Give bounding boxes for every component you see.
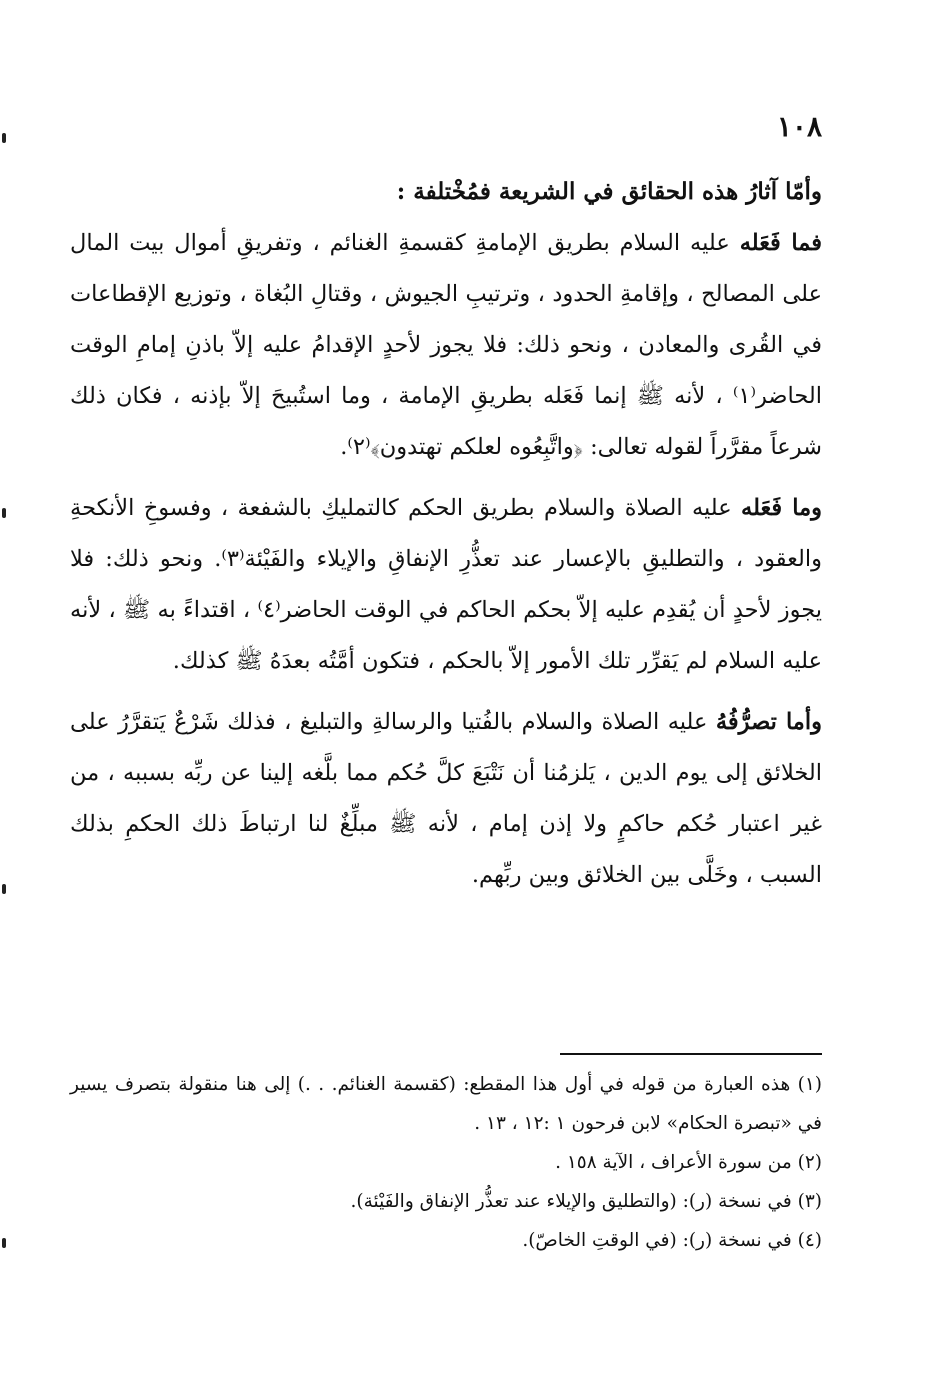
paragraph-text: عليه الصلاة والسلام بطريق الحكم كالتمليكِ بالشفعة ، وفسوخِ الأنكحةِ والعقود ، والتطليقِ بالإعسار عند تعذُّرِ الإنفاقِ والإيلاء والفَيْئة⁽٣⁾. ونحو ذلك: فلا يجوز لأحدٍ أن يُقدِم عليه إلاّ بحكم الحاكم في الوقت الحاضر⁽٤⁾ ، اقتداءً به ﷺ ، لأنه عليه السلام لم يَقرِّر تلك الأمور إلاّ بالحكم ، فتكون أمَّتُه بعدَهُ ﷺ كذلك. <box>70 495 822 674</box>
paragraph-judgment <box>70 483 822 687</box>
page-number: ١٠٨ <box>776 110 822 143</box>
footnote-4: (٤) في نسخة (ر): (في الوقتِ الخاصّ). <box>522 1230 822 1251</box>
paragraph-lead: وأما تصرُّفُهُ <box>715 709 822 735</box>
paragraph-lead: وما فَعَله <box>741 495 822 521</box>
scan-edge-mark <box>2 1238 6 1248</box>
paragraph-text: عليه السلام بطريق الإمامةِ كقسمةِ الغنائم ، وتفريقِ أموال بيت المال على المصالح ، وإقامةِ الحدود ، وترتيبِ الجيوش ، وقتالِ البُغاة ، وتوزيع الإقطاعات في القُرى والمعادن ، ونحو ذلك: فلا يجوز لأحدٍ الإقدامُ عليه إلاّ باذنِ إمامِ الوقت الحاضر⁽١⁾ ، لأنه ﷺ إنما فَعَله بطريقِ الإمامة ، وما استُبيحَ إلاّ بإذنه ، فكان ذلك شرعاً مقرَّراً لقوله تعالى: ﴿واتَّبِعُوه لعلكم تهتدون﴾⁽٢⁾. <box>70 230 822 460</box>
footnote-3: (٣) في نسخة (ر): (والتطليق والإيلاء عند تعذُّر الإنفاق والفَيْئة). <box>350 1191 822 1212</box>
footnote-1: (١) هذه العبارة من قوله في أول هذا المقطع: (كقسمة الغنائم. . .) إلى هنا منقولة بتصرف يسير في «تبصرة الحكام» لابن فرحون ١ :١٢ ، ١٣ . <box>70 1074 822 1134</box>
paragraph-text: عليه الصلاة والسلام بالفُتيا والرسالةِ والتبليغ ، فذلك شَرْعٌ يَتقرَّرُ على الخلائق إلى يوم الدين ، يَلزمُنا أن نَتْبَعَ كلَّ حُكم مما بلَّغه إلينا عن ربِّه بسببه ، من غير اعتبار حُكم حاكمٍ ولا إذن إمام ، لأنه ﷺ مبلِّغٌ لنا ارتباطَ ذلك الحكمِ بذلك السبب ، وخَلَّى بين الخلائق وبين ربِّهم. <box>70 709 822 888</box>
scan-edge-mark <box>2 508 6 518</box>
paragraph-lead: فما فَعَله <box>739 230 823 256</box>
footnote-separator <box>560 1053 822 1055</box>
section-heading: وأمّا آثارُ هذه الحقائق في الشريعة فمُخْتلفة : <box>396 178 822 205</box>
main-text <box>70 168 822 911</box>
footnotes <box>70 1053 822 1260</box>
paragraph-imamate <box>70 218 822 473</box>
footnote-2: (٢) من سورة الأعراف ، الآية ١٥٨ . <box>555 1152 822 1173</box>
book-page <box>70 0 822 1384</box>
scan-edge-mark <box>2 133 6 143</box>
scan-edge-mark <box>2 884 6 894</box>
paragraph-fatwa <box>70 697 822 901</box>
